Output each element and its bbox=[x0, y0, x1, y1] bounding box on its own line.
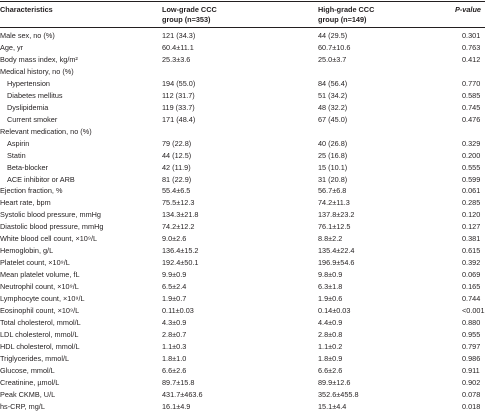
row-label: Body mass index, kg/m² bbox=[0, 54, 78, 64]
p-value: 0.770 bbox=[462, 78, 481, 88]
row-label: Diabetes mellitus bbox=[7, 90, 63, 100]
p-value: 0.615 bbox=[462, 246, 481, 256]
row-label: Mean platelet volume, fL bbox=[0, 270, 80, 280]
high-grade-value: 135.4±22.4 bbox=[318, 246, 355, 256]
p-value: 0.165 bbox=[462, 282, 481, 292]
high-grade-value: 4.4±0.9 bbox=[318, 318, 343, 328]
p-value: 0.127 bbox=[462, 222, 481, 232]
low-grade-value: 42 (11.9) bbox=[162, 162, 191, 172]
low-grade-value: 75.5±12.3 bbox=[162, 198, 195, 208]
row-label: Creatinine, µmol/L bbox=[0, 377, 60, 387]
high-grade-value: 89.9±12.6 bbox=[318, 377, 351, 387]
row-label: Male sex, no (%) bbox=[0, 31, 55, 40]
p-value: <0.001 bbox=[462, 306, 485, 316]
low-grade-value: 192.4±50.1 bbox=[162, 258, 199, 268]
low-grade-value: 16.1±4.9 bbox=[162, 401, 191, 411]
header-characteristics: Characteristics bbox=[0, 5, 53, 14]
p-value: 0.301 bbox=[462, 31, 481, 40]
low-grade-value: 9.0±2.6 bbox=[162, 234, 187, 244]
high-grade-value: 25.0±3.7 bbox=[318, 54, 347, 64]
row-label: ACE inhibitor or ARB bbox=[7, 174, 75, 184]
low-grade-value: 119 (33.7) bbox=[162, 102, 195, 112]
p-value: 0.061 bbox=[462, 186, 481, 196]
low-grade-value: 79 (22.8) bbox=[162, 138, 192, 148]
high-grade-value: 1.8±0.9 bbox=[318, 353, 343, 363]
p-value: 0.585 bbox=[462, 90, 481, 100]
row-label: LDL cholesterol, mmol/L bbox=[0, 330, 79, 339]
low-grade-value: 60.4±11.1 bbox=[162, 42, 194, 52]
p-value: 0.392 bbox=[462, 258, 481, 268]
row-label: Hypertension bbox=[7, 78, 50, 88]
p-value: 0.200 bbox=[462, 150, 481, 160]
high-grade-value: 56.7±6.8 bbox=[318, 186, 347, 196]
row-label: Neutrophil count, ×10⁹/L bbox=[0, 282, 79, 292]
high-grade-value: 352.6±455.8 bbox=[318, 389, 359, 399]
low-grade-value: 121 (34.3) bbox=[162, 31, 196, 40]
p-value: 0.285 bbox=[462, 198, 481, 208]
header-high-grade-line2: group (n=149) bbox=[318, 15, 367, 24]
high-grade-value: 1.9±0.6 bbox=[318, 294, 343, 304]
header-high-grade-line1: High-grade CCC bbox=[318, 5, 375, 14]
p-value: 0.955 bbox=[462, 330, 481, 339]
high-grade-value: 0.14±0.03 bbox=[318, 306, 351, 316]
header-bottom-rule bbox=[0, 27, 485, 28]
p-value: 0.381 bbox=[462, 234, 481, 244]
high-grade-value: 8.8±2.2 bbox=[318, 234, 343, 244]
p-value: 0.329 bbox=[462, 138, 481, 148]
p-value: 0.412 bbox=[462, 54, 481, 64]
row-label: HDL cholesterol, mmol/L bbox=[0, 341, 80, 351]
high-grade-value: 6.6±2.6 bbox=[318, 365, 343, 375]
row-label: Systolic blood pressure, mmHg bbox=[0, 210, 101, 220]
row-label: Eosinophil count, ×10⁹/L bbox=[0, 306, 80, 316]
high-grade-value: 15 (10.1) bbox=[318, 162, 348, 172]
low-grade-value: 74.2±12.2 bbox=[162, 222, 195, 232]
high-grade-value: 74.2±11.3 bbox=[318, 198, 350, 208]
high-grade-value: 1.1±0.2 bbox=[318, 341, 343, 351]
high-grade-value: 137.8±23.2 bbox=[318, 210, 355, 220]
p-value: 0.902 bbox=[462, 377, 481, 387]
low-grade-value: 4.3±0.9 bbox=[162, 318, 187, 328]
low-grade-value: 6.6±2.6 bbox=[162, 365, 187, 375]
low-grade-value: 6.5±2.4 bbox=[162, 282, 187, 292]
low-grade-value: 1.9±0.7 bbox=[162, 294, 187, 304]
row-label: Medical history, no (%) bbox=[0, 66, 74, 76]
low-grade-value: 9.9±0.9 bbox=[162, 270, 187, 280]
low-grade-value: 136.4±15.2 bbox=[162, 246, 199, 256]
low-grade-value: 112 (31.7) bbox=[162, 90, 195, 100]
high-grade-value: 60.7±10.6 bbox=[318, 42, 351, 52]
table-top-rule bbox=[0, 1, 485, 2]
row-label: Platelet count, ×10⁹/L bbox=[0, 258, 70, 268]
p-value: 0.555 bbox=[462, 162, 481, 172]
low-grade-value: 89.7±15.8 bbox=[162, 377, 195, 387]
low-grade-value: 1.1±0.3 bbox=[162, 341, 187, 351]
header-low-grade-line2: group (n=353) bbox=[162, 15, 211, 24]
row-label: Hemoglobin, g/L bbox=[0, 246, 54, 256]
high-grade-value: 15.1±4.4 bbox=[318, 401, 347, 411]
row-label: Dyslipidemia bbox=[7, 102, 49, 112]
row-label: Relevant medication, no (%) bbox=[0, 126, 92, 136]
low-grade-value: 25.3±3.6 bbox=[162, 54, 191, 64]
row-label: hs-CRP, mg/L bbox=[0, 401, 45, 411]
high-grade-value: 2.8±0.8 bbox=[318, 330, 343, 339]
row-label: Age, yr bbox=[0, 42, 24, 52]
p-value: 0.069 bbox=[462, 270, 481, 280]
high-grade-value: 76.1±12.5 bbox=[318, 222, 351, 232]
low-grade-value: 0.11±0.03 bbox=[162, 306, 194, 316]
p-value: 0.797 bbox=[462, 341, 481, 351]
high-grade-value: 51 (34.2) bbox=[318, 90, 348, 100]
low-grade-value: 81 (22.9) bbox=[162, 174, 192, 184]
high-grade-value: 6.3±1.8 bbox=[318, 282, 343, 292]
high-grade-value: 196.9±54.6 bbox=[318, 258, 355, 268]
p-value: 0.763 bbox=[462, 42, 481, 52]
row-label: Heart rate, bpm bbox=[0, 198, 51, 208]
row-label: Glucose, mmol/L bbox=[0, 365, 55, 375]
row-label: Aspirin bbox=[7, 138, 30, 148]
p-value: 0.880 bbox=[462, 318, 481, 328]
row-label: Current smoker bbox=[7, 114, 58, 124]
row-label: Ejection fraction, % bbox=[0, 186, 63, 196]
p-value: 0.078 bbox=[462, 389, 481, 399]
low-grade-value: 431.7±463.6 bbox=[162, 389, 203, 399]
high-grade-value: 84 (56.4) bbox=[318, 78, 348, 88]
header-low-grade-line1: Low-grade CCC bbox=[162, 5, 217, 14]
table-row bbox=[0, 400, 485, 413]
high-grade-value: 31 (20.8) bbox=[318, 174, 348, 184]
high-grade-value: 48 (32.2) bbox=[318, 102, 348, 112]
p-value: 0.018 bbox=[462, 401, 481, 411]
p-value: 0.744 bbox=[462, 294, 481, 304]
p-value: 0.599 bbox=[462, 174, 481, 184]
row-label: Peak CKMB, U/L bbox=[0, 389, 56, 399]
low-grade-value: 44 (12.5) bbox=[162, 150, 192, 160]
p-value: 0.745 bbox=[462, 102, 481, 112]
high-grade-value: 25 (16.8) bbox=[318, 150, 348, 160]
row-label: Total cholesterol, mmol/L bbox=[0, 318, 81, 328]
low-grade-value: 55.4±6.5 bbox=[162, 186, 191, 196]
p-value: 0.986 bbox=[462, 353, 481, 363]
row-label: Beta-blocker bbox=[7, 162, 48, 172]
high-grade-value: 40 (26.8) bbox=[318, 138, 348, 148]
row-label: White blood cell count, ×10⁹/L bbox=[0, 234, 98, 244]
low-grade-value: 1.8±1.0 bbox=[162, 353, 187, 363]
row-label: Diastolic blood pressure, mmHg bbox=[0, 222, 104, 232]
high-grade-value: 9.8±0.9 bbox=[318, 270, 343, 280]
low-grade-value: 194 (55.0) bbox=[162, 78, 196, 88]
row-label: Triglycerides, mmol/L bbox=[0, 353, 70, 363]
p-value: 0.911 bbox=[462, 365, 480, 375]
low-grade-value: 2.8±0.7 bbox=[162, 330, 187, 339]
header-pvalue: P-value bbox=[455, 5, 481, 14]
low-grade-value: 171 (48.4) bbox=[162, 114, 196, 124]
row-label: Statin bbox=[7, 150, 26, 160]
p-value: 0.476 bbox=[462, 114, 481, 124]
p-value: 0.120 bbox=[462, 210, 481, 220]
row-label: Lymphocyte count, ×10⁹/L bbox=[0, 294, 85, 304]
high-grade-value: 44 (29.5) bbox=[318, 31, 348, 40]
high-grade-value: 67 (45.0) bbox=[318, 114, 348, 124]
low-grade-value: 134.3±21.8 bbox=[162, 210, 199, 220]
